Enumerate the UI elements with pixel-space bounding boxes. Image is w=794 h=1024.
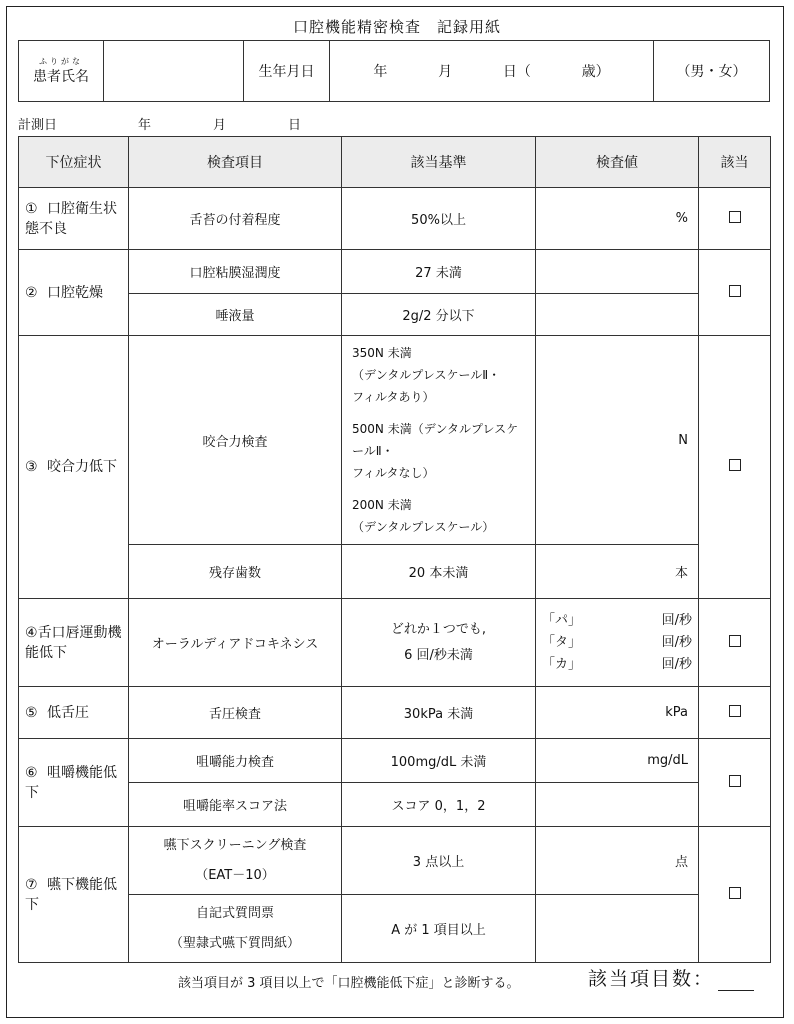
symptom-cell: ② 口腔乾燥 xyxy=(19,250,129,336)
criteria-line: （デンタルプレスケールⅡ・ xyxy=(352,368,501,382)
criteria-line: 500N 未満（デンタルプレスケ xyxy=(352,422,519,436)
checkbox-cell[interactable] xyxy=(699,687,771,739)
checkbox-icon[interactable] xyxy=(729,705,741,717)
name-label: 患者氏名 xyxy=(33,68,89,85)
value-cell[interactable]: 本 xyxy=(536,545,699,599)
col-value: 検査値 xyxy=(536,137,699,188)
col-symptom: 下位症状 xyxy=(19,137,129,188)
criteria-cell: A が 1 項目以上 xyxy=(342,895,536,963)
table-row xyxy=(19,336,771,545)
table-row xyxy=(19,250,771,294)
col-applicable: 該当 xyxy=(699,137,771,188)
applicable-count xyxy=(588,964,754,991)
value-cell[interactable]: % xyxy=(536,188,699,250)
item-cell xyxy=(129,827,342,895)
measurement-date xyxy=(18,114,301,133)
measure-year[interactable]: 年 xyxy=(138,118,152,133)
value-cell[interactable]: mg/dL xyxy=(536,739,699,783)
item-cell: 残存歯数 xyxy=(129,545,342,599)
criteria-cell: 50%以上 xyxy=(342,188,536,250)
table-row xyxy=(19,545,771,599)
table-row xyxy=(19,687,771,739)
checkbox-icon[interactable] xyxy=(729,887,741,899)
value-cell[interactable]: N xyxy=(536,336,699,545)
criteria-line: フィルタあり） xyxy=(352,390,435,404)
criteria-line: 200N 未満 xyxy=(352,498,412,512)
table-row xyxy=(19,783,771,827)
item-cell: オーラルディアドコキネシス xyxy=(129,599,342,687)
item-cell: 咬合力検査 xyxy=(129,336,342,545)
table-row xyxy=(19,827,771,895)
ka-unit: 回/秒 xyxy=(661,656,692,672)
item-line: 自記式質問票 xyxy=(195,905,274,921)
item-cell: 舌苔の付着程度 xyxy=(129,188,342,250)
measure-label: 計測日 xyxy=(18,118,58,133)
criteria-line: どれか１つでも, xyxy=(390,621,487,637)
ka-label: 「カ」 xyxy=(542,656,582,672)
checkbox-icon[interactable] xyxy=(729,635,741,647)
col-item: 検査項目 xyxy=(129,137,342,188)
item-cell: 唾液量 xyxy=(129,294,342,336)
value-cell[interactable] xyxy=(536,294,699,336)
checkbox-cell[interactable] xyxy=(699,827,771,963)
table-row xyxy=(19,188,771,250)
criteria-cell: 20 本未満 xyxy=(342,545,536,599)
criteria-cell: スコア 0，1，2 xyxy=(342,783,536,827)
symptom-cell: ⑦ 嚥下機能低下 xyxy=(19,827,129,963)
item-cell: 舌圧検査 xyxy=(129,687,342,739)
measure-day[interactable]: 日 xyxy=(288,118,302,133)
item-line: （聖隷式嚥下質問紙） xyxy=(169,935,300,951)
criteria-line: ールⅡ・ xyxy=(352,444,394,458)
birth-year: 年 xyxy=(373,64,388,80)
form-title: 口腔機能精密検査 記録用紙 xyxy=(292,18,501,36)
checkbox-cell[interactable] xyxy=(699,250,771,336)
ta-unit: 回/秒 xyxy=(661,634,692,650)
criteria-cell: 3 点以上 xyxy=(342,827,536,895)
measure-month[interactable]: 月 xyxy=(213,118,227,133)
diagnosis-note: 該当項目が 3 項目以上で「口腔機能低下症」と診断する。 xyxy=(178,976,520,991)
item-cell: 咀嚼能率スコア法 xyxy=(129,783,342,827)
patient-header xyxy=(18,40,770,102)
sex-field[interactable]: （男・女） xyxy=(676,64,747,80)
item-line: （EAT－10） xyxy=(195,867,275,883)
value-cell[interactable] xyxy=(536,895,699,963)
col-criteria: 該当基準 xyxy=(342,137,536,188)
birth-label: 生年月日 xyxy=(244,41,330,101)
item-cell xyxy=(129,895,342,963)
item-cell: 口腔粘膜湿潤度 xyxy=(129,250,342,294)
symptom-cell: ⑤ 低舌圧 xyxy=(19,687,129,739)
table-row xyxy=(19,599,771,687)
name-ruby: ふりがな xyxy=(39,56,83,66)
ta-label: 「タ」 xyxy=(542,634,582,650)
symptom-cell: ① 口腔衛生状態不良 xyxy=(19,188,129,250)
criteria-cell xyxy=(342,599,536,687)
checkbox-cell[interactable] xyxy=(699,599,771,687)
criteria-line: フィルタなし） xyxy=(352,466,435,480)
exam-table xyxy=(18,136,771,963)
checkbox-cell[interactable] xyxy=(699,188,771,250)
birth-day: 日（ xyxy=(502,64,531,80)
birth-date-field[interactable] xyxy=(330,41,654,101)
value-cell[interactable] xyxy=(536,250,699,294)
table-row xyxy=(19,895,771,963)
age: 歳） xyxy=(581,64,610,80)
patient-name-label xyxy=(19,41,104,101)
checkbox-icon[interactable] xyxy=(729,211,741,223)
value-cell[interactable] xyxy=(536,783,699,827)
symptom-cell: ⑥ 咀嚼機能低下 xyxy=(19,739,129,827)
item-line: 嚥下スクリーニング検査 xyxy=(163,837,307,853)
criteria-cell xyxy=(342,336,536,545)
table-row xyxy=(19,294,771,336)
checkbox-icon[interactable] xyxy=(729,775,741,787)
birth-month: 月 xyxy=(438,64,453,80)
pa-label: 「パ」 xyxy=(542,612,582,628)
checkbox-icon[interactable] xyxy=(729,459,741,471)
symptom-cell: ③ 咬合力低下 xyxy=(19,336,129,599)
checkbox-icon[interactable] xyxy=(729,285,741,297)
count-field[interactable] xyxy=(718,970,754,991)
criteria-line: 350N 未満 xyxy=(352,346,412,360)
patient-name-field[interactable] xyxy=(104,41,244,101)
symptom-cell: ④舌口唇運動機能低下 xyxy=(19,599,129,687)
criteria-cell: 2g/2 分以下 xyxy=(342,294,536,336)
criteria-cell: 27 未満 xyxy=(342,250,536,294)
criteria-cell: 30kPa 未満 xyxy=(342,687,536,739)
checkbox-cell[interactable] xyxy=(699,739,771,827)
criteria-line: （デンタルプレスケール） xyxy=(352,520,495,534)
criteria-line: 6 回/秒未満 xyxy=(404,647,473,663)
value-cell[interactable]: 点 xyxy=(536,827,699,895)
count-label: 該当項目数： xyxy=(588,968,715,990)
value-cell[interactable]: kPa xyxy=(536,687,699,739)
pa-unit: 回/秒 xyxy=(661,612,692,628)
table-row xyxy=(19,739,771,783)
item-cell: 咀嚼能力検査 xyxy=(129,739,342,783)
criteria-cell: 100mg/dL 未満 xyxy=(342,739,536,783)
checkbox-cell[interactable] xyxy=(699,336,771,599)
value-cell[interactable] xyxy=(536,599,699,687)
